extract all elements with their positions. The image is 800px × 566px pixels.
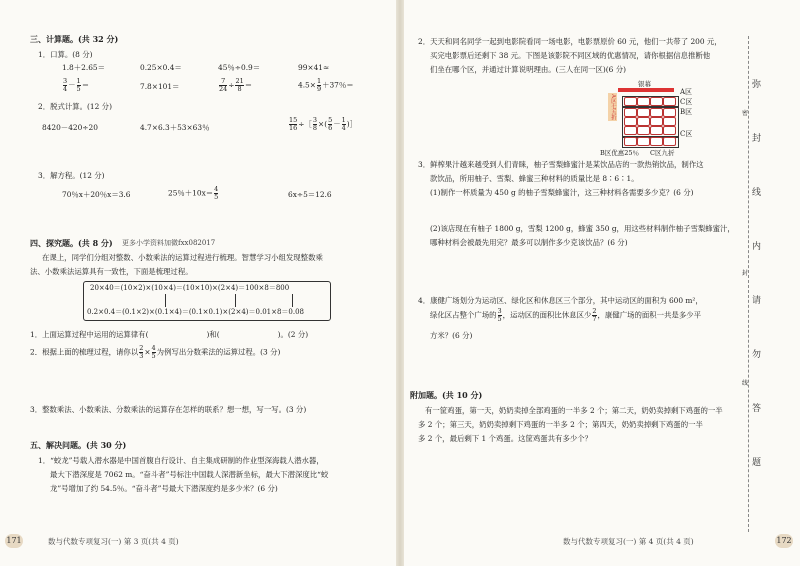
seat xyxy=(663,117,676,126)
bonus-line-3: 多 2 个，最后剩下 1 个鸡蛋。这筐鸡蛋共有多少个？ xyxy=(418,434,593,443)
page-number-right: 172 xyxy=(775,534,793,548)
r-q3-part-2-line-1: (2)该店现在有柚子 1800 g，雪梨 1200 g，蜂蜜 350 g，用这些材料制作柚子雪梨蜂蜜汁， xyxy=(430,224,735,233)
footer-right: 数与代数专项复习(一) 第 4 页(共 4 页) xyxy=(563,537,694,546)
screen-label: 银幕 xyxy=(638,80,651,88)
connector-line xyxy=(292,294,293,307)
s4-paragraph-line-1: 在课上，同学们分组对整数、小数乘法的运算过程进行梳理。智慧学习小组发现整数乘 xyxy=(42,253,323,262)
seal-char: 线 xyxy=(752,188,762,198)
q3-title: 3．解方程。(12 分) xyxy=(38,171,105,180)
screen-bar xyxy=(618,88,674,92)
seat xyxy=(663,97,676,106)
s4-q1: 1．上面运算过程中运用的运算律有( )和( )。(2 分) xyxy=(30,330,309,339)
seal-char: 内 xyxy=(752,242,762,252)
s4-paragraph-line-2: 法、小数乘法运算具有一致性，下面是梳理过程。 xyxy=(30,267,193,276)
zone-c-discount: C区九折 xyxy=(650,149,675,157)
step-calc-3: $\frac{15}{16}$ ÷［ $\frac{3}{8}$ ×( $\frac{5}{6}$ － $\frac{1}{4}$ )］ xyxy=(289,116,358,132)
oral-calc-2: 0.25×0.4＝ xyxy=(140,63,182,72)
footer-left: 数与代数专项复习(一) 第 3 页(共 4 页) xyxy=(48,537,179,546)
seat xyxy=(650,117,663,126)
page-number-left: 171 xyxy=(5,534,23,548)
step-calc-2: 4.7×6.3＋53×63％ xyxy=(140,123,210,132)
seal-char: 答 xyxy=(752,404,762,414)
decimal-derivation: 0.2×0.4＝(0.1×2)×(0.1×4)＝(0.1×0.1)×(2×4)＝0.01×8＝0.08 xyxy=(87,308,305,316)
integer-derivation: 20×40＝(10×2)×(10×4)＝(10×10)×(2×4)＝100×8＝800 xyxy=(90,284,290,292)
oral-calc-3: 45％÷0.9＝ xyxy=(218,63,261,72)
seat xyxy=(624,126,637,135)
s4-q2: 2．根据上面的梳理过程，请你以 $\frac{2}{3}$ × $\frac{4}{5}$ 为例写出分数乘法的运算过程。(3 分) xyxy=(30,344,281,360)
zone-b-label: B区 xyxy=(680,108,693,116)
seal-char: 封 xyxy=(752,134,762,144)
r-q4-line-2: 绿化区占整个广场的 $\frac{3}{5}$ ，运动区的面积比休息区少 $\frac{2}{7}$ ，康健广场的面积一共是多少平 xyxy=(430,307,701,323)
oral-calc-4: 99×41≈ xyxy=(298,63,330,72)
seal-char: 弥 xyxy=(752,80,762,90)
promo-note: 更多小学资料加微fxx082017 xyxy=(122,239,216,247)
zone-c-top-label: C区 xyxy=(680,98,693,106)
equation-2: 25％＋10x＝ $\frac{4}{5}$ xyxy=(168,185,219,201)
section-4-title: 四、探究题。(共 8 分) xyxy=(30,238,113,248)
seat xyxy=(624,137,637,146)
seat xyxy=(637,117,650,126)
zone-a-label: A区 xyxy=(680,88,693,96)
q2-title: 2．脱式计算。(12 分) xyxy=(38,102,112,111)
seat xyxy=(637,137,650,146)
r-q2-line-3: 们坐在哪个区，并通过计算说明理由。(三人在同一区)(6 分) xyxy=(430,65,626,74)
seat xyxy=(624,108,637,117)
equation-1: 70％x＋20％x＝3.6 xyxy=(62,190,131,199)
section-5-title: 五、解决问题。(共 30 分) xyxy=(30,440,127,450)
bonus-title: 附加题。(共 10 分) xyxy=(410,390,483,400)
r-q2-line-2: 买完电影票后还剩下 38 元。下图是该影院不同区域的优惠情况，请你根据信息推断他 xyxy=(430,51,711,60)
seat xyxy=(624,97,637,106)
equation-3: 6x÷5＝12.6 xyxy=(288,190,332,199)
q1-title: 1．口算。(8 分) xyxy=(38,50,93,59)
r-q2-line-1: 2．天天和同名同学一起到电影院看同一场电影，电影票原价 60 元，他们一共带了 200 元， xyxy=(418,37,722,46)
connector-line xyxy=(235,294,236,307)
zone-c-bottom-label: C区 xyxy=(680,130,693,138)
seat xyxy=(650,126,663,135)
seal-char: 题 xyxy=(752,458,762,468)
zone-b-discount: B区优惠25％ xyxy=(600,149,640,157)
bonus-line-1: 有一筐鸡蛋，第一天，奶奶卖掉全部鸡蛋的一半多 2 个；第二天，奶奶卖掉剩下鸡蛋的一半 xyxy=(425,406,723,415)
seat xyxy=(637,108,650,117)
seal-small-char: 线 xyxy=(742,380,749,387)
s5-q1-line-3: 龙”号增加了约 54.5％。“奋斗者”号最大下潜深度约是多少米？(6 分) xyxy=(50,484,278,493)
connector-line xyxy=(165,294,166,307)
seat xyxy=(650,108,663,117)
r-q3-line-1: 3．鲜榨果汁越来越受到人们青睐，柚子雪梨蜂蜜汁是某饮品店的一款热销饮品，制作这 xyxy=(418,160,704,169)
seat xyxy=(637,126,650,135)
seal-char: 勿 xyxy=(752,350,762,360)
right-page xyxy=(402,0,800,566)
r-q3-part-1: (1)制作一杯质量为 450 g 的柚子雪梨蜂蜜汁，这三种材料各需要多少克？(6 分) xyxy=(430,188,694,197)
r-q4-line-1: 4．康健广场划分为运动区、绿化区和休息区三个部分，其中运动区的面积为 600 m²， xyxy=(418,296,703,305)
seal-char: 请 xyxy=(752,296,762,306)
s5-q1-line-2: 最大下潜深度是 7062 m。“奋斗者”号标注中国载人深潜新坐标，最大下潜深度比“蛟 xyxy=(50,470,329,479)
s4-q3: 3．整数乘法、小数乘法、分数乘法的运算存在怎样的联系？想一想，写一写。(3 分) xyxy=(30,405,307,414)
s5-q1-line-1: 1．“蛟龙”号载人潜水器是中国首腹自行设计、自主集成研制的作业型深海载人潜水器， xyxy=(38,456,324,465)
seal-line xyxy=(748,36,750,532)
oral-calc-5: $\frac{3}{4}$ － $\frac{1}{5}$ ＝ xyxy=(63,77,90,93)
seat xyxy=(663,137,676,146)
oral-calc-7: $\frac{7}{24}$ ÷ $\frac{21}{8}$ ＝ xyxy=(219,77,253,93)
section-3-title: 三、计算题。(共 32 分) xyxy=(30,34,119,44)
seat xyxy=(650,97,663,106)
seat xyxy=(624,117,637,126)
seal-small-char: 封 xyxy=(742,270,749,277)
r-q3-line-2: 款饮品，所用柚子、雪梨、蜂蜜三种材料的质量比是 8∶6∶1。 xyxy=(430,174,639,183)
promo-tag: A区七五折 xyxy=(609,94,616,120)
step-calc-1: 8420－420÷20 xyxy=(42,123,98,132)
book-gutter xyxy=(396,0,404,566)
oral-calc-1: 1.8＋2.65＝ xyxy=(62,63,105,72)
oral-calc-8: 4.5× $\frac{1}{9}$ ＋37％＝ xyxy=(298,77,354,93)
seat xyxy=(650,137,663,146)
r-q4-line-3: 方米？(6 分) xyxy=(430,331,473,340)
seat xyxy=(663,126,676,135)
oral-calc-6: 7.8×101＝ xyxy=(140,82,180,91)
r-q3-part-2-line-2: 哪种材料会被最先用完？最多可以制作多少克该饮品？(6 分) xyxy=(430,238,628,247)
seat xyxy=(663,108,676,117)
bonus-line-2: 多 2 个；第三天，奶奶卖掉剩下鸡蛋的一半多 2 个；第四天，奶奶卖掉剩下鸡蛋的一半 xyxy=(418,420,703,429)
seal-small-char: 密 xyxy=(742,110,749,117)
seat xyxy=(637,97,650,106)
